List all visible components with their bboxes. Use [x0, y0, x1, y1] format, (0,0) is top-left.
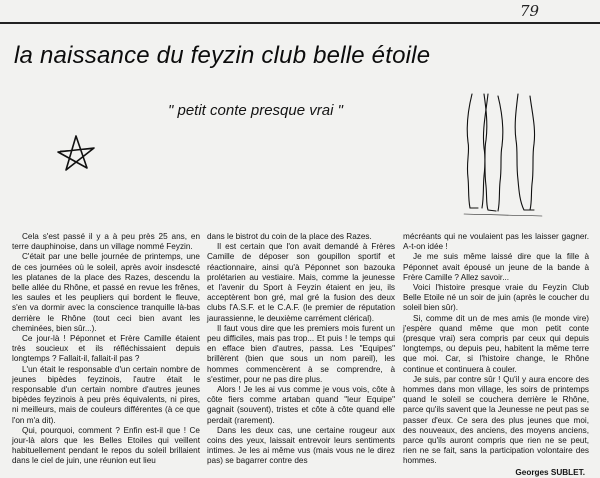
article-column-1 — [12, 232, 200, 467]
paragraph: dans le bistrot du coin de la place des Razes. — [207, 232, 372, 241]
paragraph: Cela s'est passé il y a à peu près 25 ans, en terre dauphinoise, dans un village nommé Feyzin. — [12, 232, 200, 252]
paragraph: Si, comme dit un de mes amis (le monde vire) j'espère quand même que mon petit conte (presque vrai) sera compris par ceux qui depuis longtemps, ou depuis peu, habitent la même terre que moi. Car, si l'histoire change, le Rhône continue et continuera à couler. — [403, 313, 589, 374]
author-signature: Georges SUBLET. — [515, 467, 585, 477]
paragraph: Alors ! Je les ai vus comme je vous vois, côte à côte fiers comme artaban quand "leur Equipe" gagnait (souvent), tristes et côte à côte quand elle perdait (rarement). — [207, 385, 395, 425]
paragraph: Je me suis même laissé dire que la fille à Péponnet avait épousé un jeune de la bande à Frère Camille ? Allez savoir... — [403, 252, 589, 282]
paragraph: mécréants qui ne voulaient pas les laisser gagner. A-t-on idée ! — [403, 232, 589, 252]
paragraph: Dans les deux cas, une certaine rougeur aux coins des yeux, laissait entrevoir leurs sentiments intimes. Je les ai même vus (mais vous ne le direz pas) se bagarrer contre des — [207, 425, 395, 466]
paragraph: Voici l'histoire presque vraie du Feyzin Club Belle Etoile né un soir de juin (après le coucher du soleil bien sûr). — [403, 283, 589, 313]
article-headline: la naissance du feyzin club belle étoile — [14, 42, 431, 69]
legs-sketch-illustration — [458, 90, 548, 225]
paragraph: L'un était le responsable d'un certain nombre de jeunes bipèdes feyzinois, l'autre était le responsable d'un certain nombre d'autres jeunes bipèdes feyzinois à peu près équivalents, ni pires, ni meilleurs, mais de couleurs différentes (à ce que l'on m'a dit). — [12, 364, 200, 425]
paragraph: Ce jour-là ! Péponnet et Frère Camille étaient très soucieux et ils réfléchissaient depuis longtemps ? Fallait-il, fallait-il pas ? — [12, 334, 200, 364]
star-sketch-icon — [54, 134, 98, 179]
paragraph: Je suis, par contre sûr ! Qu'il y aura encore des hommes dans mon village, les soirs de printemps quand le soleil se couchera derrière le Rhône, parce qu'ils savent que la Jeunesse ne peut pas se passer d'eux. Ce sera des plus jeunes que moi, des nouveaux, des anciens, des moyens anciens, parce qu'ils auront compris que rien ne se peut, rien ne se fait, sans la participation volontaire des hommes. — [403, 374, 589, 466]
article-column-3 — [403, 232, 589, 478]
paragraph: Il faut vous dire que les premiers mois furent un peu difficiles, mais pas trop... Et puis ! le temps qui en efface bien d'autres, passa. Les "Equipes" brillèrent (bien que sous un nom pareil), les hommes commencèrent à se comprendre, à s'estimer, pour ne pas dire plus. — [207, 323, 395, 384]
article-column-2 — [207, 232, 395, 467]
article-subtitle: " petit conte presque vrai " — [168, 102, 343, 119]
paragraph: Il est certain que l'on avait demandé à Frères Camille de déposer son goupillon sportif et réactionnaire, ainsi qu'à Péponnet son bazouka prolétarien au vestiaire. Mais, comme la jeunesse et l'avenir du Sport à Feyzin étaient en jeu, ils acceptèrent bon gré, mal gré la fusion des deux clubs l'A.S.F. et le C.A.F. (le premier de réputation jaurassienne, le deuxième carrément clérical). — [207, 242, 395, 323]
paragraph: Qui, pourquoi, comment ? Enfin est-il que ! Ce jour-là alors que les Belles Etoiles qui veillent habituellement pendant le repos du soleil brillaient dans le ciel de juin, une réunion eut lieu — [12, 425, 200, 466]
paragraph: C'était par une belle journée de printemps, une de ces journées où le soleil, après avoir insdescté les platanes de la place des Razes, descendu la belle allée du Rhône, et passé en revue les frênes, les saules et les peupliers qui bordent le fleuve, s'en va dormir avec la conscience tranquille là-bas derrière le Rhône (tout ceci bien avant les cheminées, bien sûr...). — [12, 252, 200, 333]
top-rule — [0, 22, 600, 24]
page-number: 79 — [520, 2, 540, 20]
